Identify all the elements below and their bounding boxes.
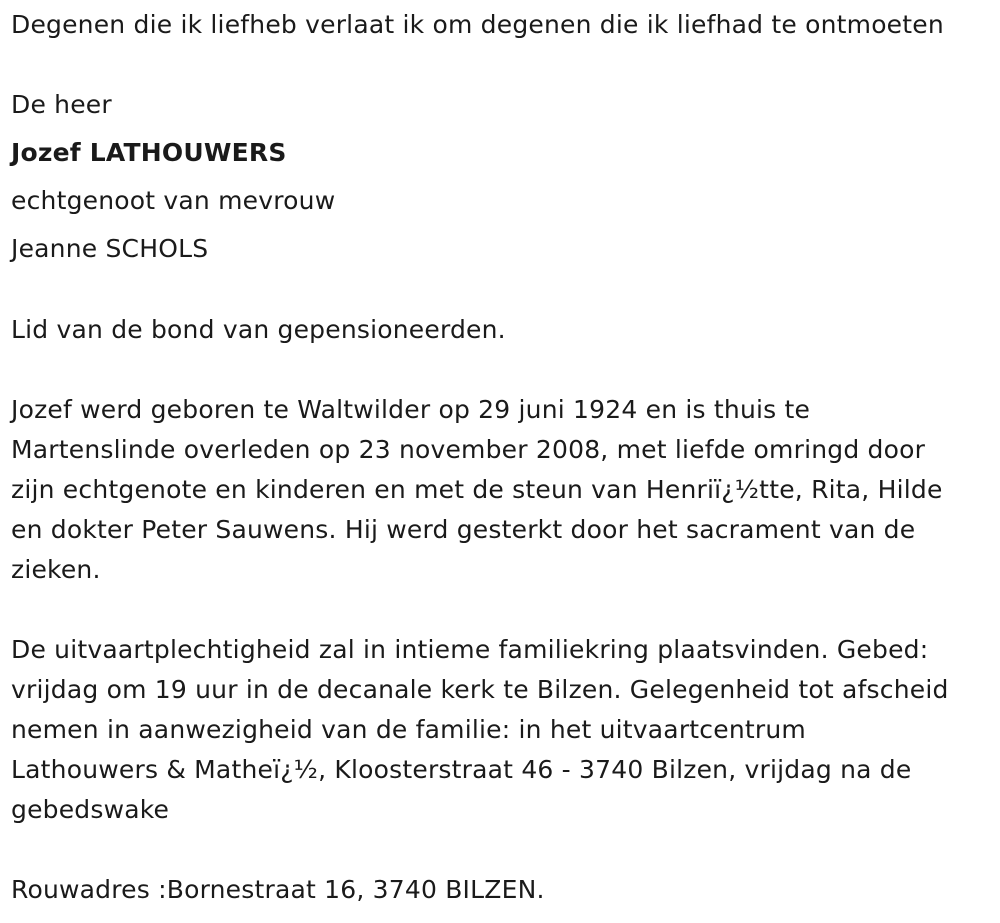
funeral-paragraph: [11, 630, 991, 830]
biography-paragraph: [11, 390, 991, 590]
membership-text: Lid van de bond van gepensioneerden.: [11, 315, 506, 344]
biography-line: Martenslinde overleden op 23 november 2008, met liefde omringd door: [11, 435, 926, 464]
biography-line: zijn echtgenote en kinderen en met de steun van Henriï¿½tte, Rita, Hilde: [11, 475, 943, 504]
biography-line: en dokter Peter Sauwens. Hij werd gesterkt door het sacrament van de: [11, 515, 916, 544]
funeral-line: Lathouwers & Matheï¿½, Kloosterstraat 46 - 3740 Bilzen, vrijdag na de: [11, 755, 912, 784]
motto-text: Degenen die ik liefheb verlaat ik om degenen die ik liefhad te ontmoeten: [11, 10, 944, 39]
relation-text: echtgenoot van mevrouw: [11, 186, 336, 215]
biography-line: zieken.: [11, 555, 101, 584]
spouse-name: Jeanne SCHOLS: [11, 234, 209, 263]
title-text: De heer: [11, 90, 112, 119]
funeral-line: gebedswake: [11, 795, 170, 824]
funeral-line: vrijdag om 19 uur in de decanale kerk te Bilzen. Gelegenheid tot afscheid: [11, 675, 949, 704]
biography-line: Jozef werd geboren te Waltwilder op 29 juni 1924 en is thuis te: [11, 395, 811, 424]
funeral-line: nemen in aanwezigheid van de familie: in het uitvaartcentrum: [11, 715, 806, 744]
address-text: Rouwadres :Bornestraat 16, 3740 BILZEN.: [11, 875, 545, 904]
deceased-name: Jozef LATHOUWERS: [11, 138, 287, 167]
funeral-line: De uitvaartplechtigheid zal in intieme familiekring plaatsvinden. Gebed:: [11, 635, 929, 664]
